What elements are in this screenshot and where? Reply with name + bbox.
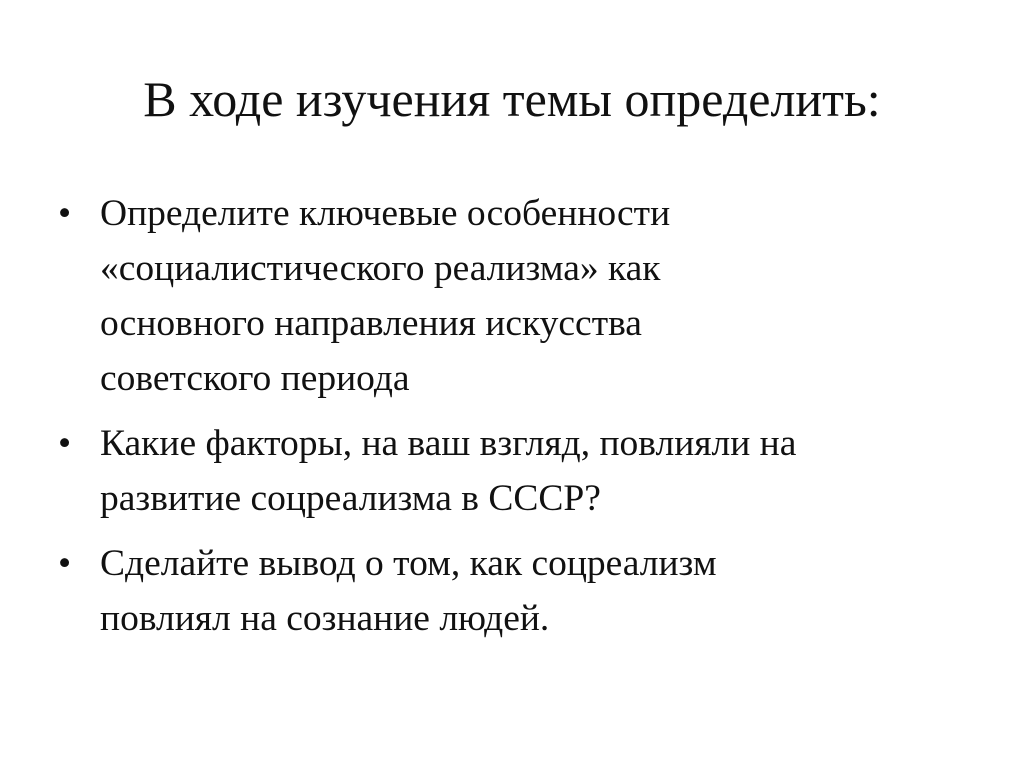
bullet-list: [58, 186, 988, 656]
bullet-item-3: [58, 536, 988, 646]
bullet-3-line-1: Сделайте вывод о том, как соцреализм: [100, 543, 717, 584]
bullet-icon: •: [58, 423, 72, 464]
bullet-icon: •: [58, 543, 72, 584]
slide-title: В ходе изучения темы определить:: [143, 71, 881, 127]
bullet-1-line-2: «социалистического реализма» как: [100, 248, 661, 289]
bullet-2-line-1: Какие факторы, на ваш взгляд, повлияли на: [100, 423, 797, 464]
bullet-3-line-2: повлиял на сознание людей.: [100, 598, 550, 639]
bullet-1-line-1: Определите ключевые особенности: [100, 193, 671, 234]
bullet-1-line-3: основного направления искусства: [100, 303, 642, 344]
bullet-item-1: [58, 186, 988, 406]
bullet-2-line-2: развитие соцреализма в СССР?: [100, 478, 601, 519]
bullet-icon: •: [58, 193, 72, 234]
bullet-item-2: [58, 416, 988, 526]
bullet-1-line-4: советского периода: [100, 358, 410, 399]
